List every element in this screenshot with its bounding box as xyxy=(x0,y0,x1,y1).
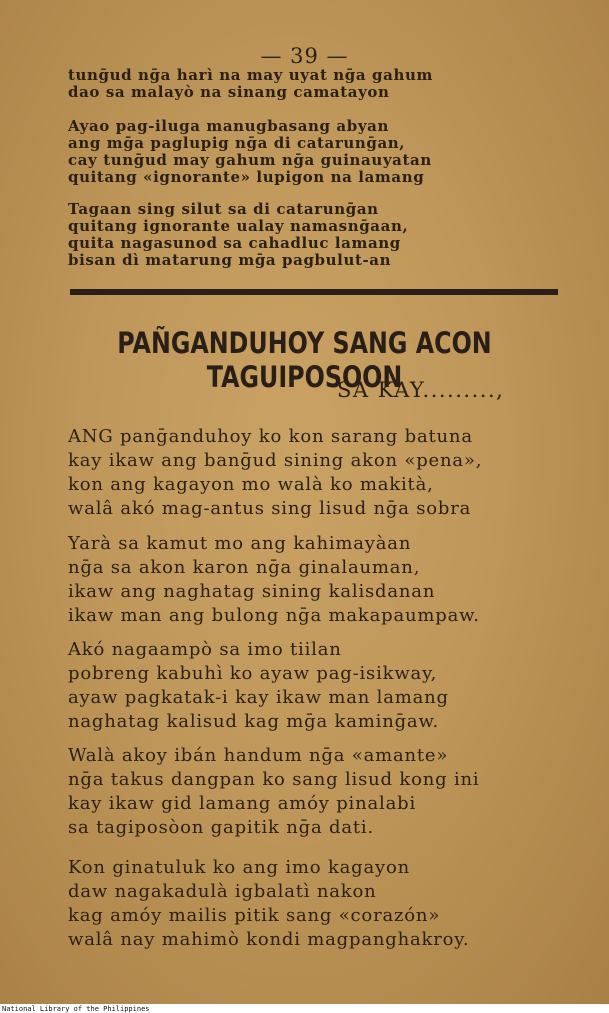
verse-line: bisan dì matarung mḡa pagbulut-an xyxy=(68,251,392,269)
page-number: — 39 — xyxy=(260,44,349,68)
poem-dedication: SA KAY........., xyxy=(337,378,505,402)
verse-line: ikaw ang naghatag sining kalisdanan xyxy=(68,581,436,602)
poem-stanza-2 xyxy=(68,532,480,628)
verse-line: kon ang kagayon mo walà ko makità, xyxy=(68,474,434,495)
verse-line: ANG panḡanduhoy ko kon sarang batuna xyxy=(68,426,473,447)
verse-line: kay ikaw gid lamang amóy pinalabi xyxy=(68,793,417,814)
verse-line: kay ikaw ang banḡud sining akon «pena», xyxy=(68,450,483,471)
verse-line: Yarà sa kamut mo ang kahimayàan xyxy=(68,533,412,554)
verse-line: ikaw man ang bulong nḡa makapaumpaw. xyxy=(68,605,480,626)
library-credit: National Library of the Philippines xyxy=(2,1005,150,1013)
verse-line: kag amóy mailis pitik sang «corazón» xyxy=(68,905,441,926)
poem-title: PAÑGANDUHOY SANG ACON TAGUIPOSOON xyxy=(117,326,492,394)
poem-stanza-4 xyxy=(68,744,479,840)
poem-stanza-1 xyxy=(68,425,482,521)
verse-line: Kon ginatuluk ko ang imo kagayon xyxy=(68,857,411,878)
verse-line: Walà akoy ibán handum nḡa «amante» xyxy=(68,745,449,766)
verse-line: dao sa malayò na sinang camatayon xyxy=(68,83,390,101)
verse-line: Tagaan sing silut sa di catarunḡan xyxy=(68,200,379,218)
top-stanza-3 xyxy=(68,201,408,269)
verse-line: walâ akó mag-antus sing lisud nḡa sobra xyxy=(68,498,472,519)
poem-stanza-5 xyxy=(68,856,469,952)
verse-line: pobreng kabuhì ko ayaw pag-isikway, xyxy=(68,663,438,684)
verse-line: Ayao pag-iluga manugbasang abyan xyxy=(68,117,389,135)
section-divider xyxy=(70,289,558,295)
verse-line: naghatag kalisud kag mḡa kaminḡaw. xyxy=(68,711,440,732)
verse-line: cay tunḡud may gahum nḡa guinauyatan xyxy=(68,151,432,169)
verse-line: daw nagakadulà igbalatì nakon xyxy=(68,881,377,902)
verse-line: nḡa sa akon karon nḡa ginalauman, xyxy=(68,557,421,578)
verse-line: nḡa takus dangpan ko sang lisud kong ini xyxy=(68,769,480,790)
top-stanza-1 xyxy=(68,67,433,101)
verse-line: quita nagasunod sa cahadluc lamang xyxy=(68,234,401,252)
top-stanza-2 xyxy=(68,118,432,186)
verse-line: ayaw pagkatak-i kay ikaw man lamang xyxy=(68,687,449,708)
verse-line: quitang ignorante ualay namasnḡaan, xyxy=(68,217,409,235)
poem-stanza-3 xyxy=(68,638,449,734)
verse-line: Akó nagaampò sa imo tiilan xyxy=(68,639,342,660)
verse-line: quitang «ignorante» lupigon na lamang xyxy=(68,168,425,186)
verse-line: tunḡud nḡa harì na may uyat nḡa gahum xyxy=(68,66,433,84)
verse-line: sa tagiposòon gapitik nḡa dati. xyxy=(68,817,375,838)
verse-line: walâ nay mahimò kondi magpanghakroy. xyxy=(68,929,470,950)
verse-line: ang mḡa paglupig nḡa di catarunḡan, xyxy=(68,134,406,152)
